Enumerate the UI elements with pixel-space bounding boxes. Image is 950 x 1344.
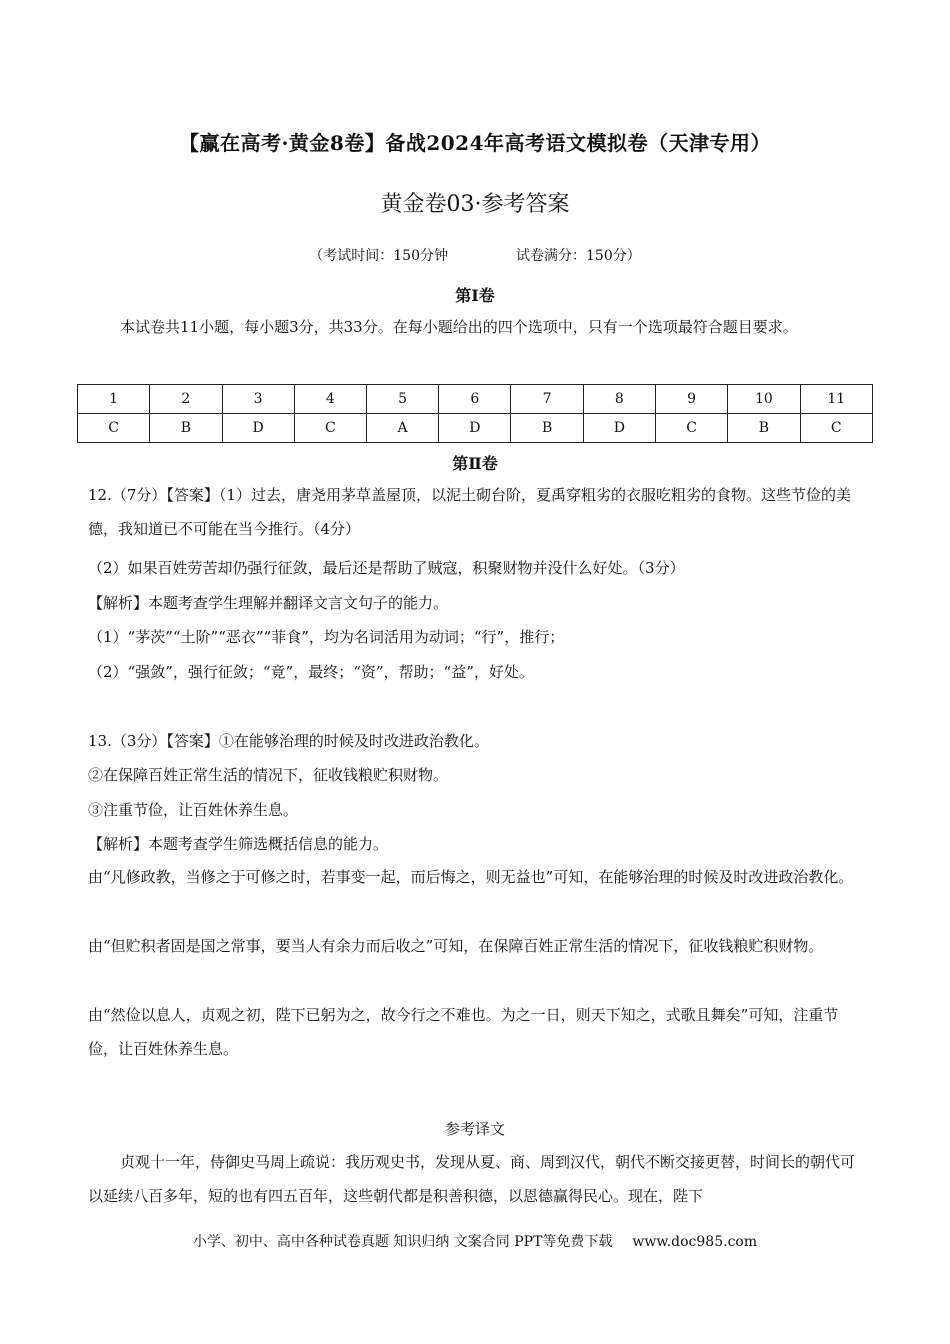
q13-note-3: 由“然俭以息人，贞观之初，陛下已躬为之，故今行之不难也。为之一日，则天下知之，式歌且舞矣”可知，注重节俭，让百姓休养生息。 [88, 1006, 839, 1058]
answer-table-answers-row [78, 414, 873, 443]
table-cell: 7 [511, 385, 583, 414]
table-cell: A [367, 414, 439, 443]
page-title: 【赢在高考·黄金8卷】备战2024年高考语文模拟卷（天津专用） [178, 131, 772, 155]
table-cell: 6 [439, 385, 511, 414]
table-cell: 8 [583, 385, 655, 414]
table-cell: B [728, 414, 800, 443]
part2-heading: 第Ⅱ卷 [452, 454, 498, 473]
exam-time: （考试时间：150分钟 [309, 248, 448, 264]
part1-heading: 第Ⅰ卷 [455, 286, 495, 305]
footer-link[interactable]: www.doc985.com [632, 1234, 758, 1250]
table-cell: C [78, 414, 150, 443]
table-cell: 1 [78, 385, 150, 414]
table-cell: C [294, 414, 366, 443]
footer-text: 小学、初中、高中各种试卷真题 知识归纳 文案合同 PPT等免费下载 [192, 1234, 613, 1250]
q13-note-1: 由“凡修政教，当修之于可修之时，若事变一起，而后悔之，则无益也”可知，在能够治理的时候及时改进政治教化。 [88, 868, 854, 886]
table-cell: 3 [222, 385, 294, 414]
page-footer [0, 1231, 950, 1251]
table-cell: 5 [367, 385, 439, 414]
table-cell: D [222, 414, 294, 443]
q13-answer: 13.（3分）【答案】①在能够治理的时候及时改进政治教化。 [88, 732, 489, 750]
q12-note-1: （1）“茅茨”“土阶”“恶衣”“菲食”，均为名词活用为动词；“行”，推行； [88, 628, 565, 646]
table-cell: B [150, 414, 222, 443]
exam-score: 试卷满分：150分） [516, 248, 641, 264]
q12-answer: 12.（7分）【答案】（1）过去，唐尧用茅草盖屋顶，以泥土砌台阶，夏禹穿粗劣的衣服吃粗劣的食物。这些节俭的美德，我知道已不可能在当今推行。（4分） [88, 486, 851, 538]
table-cell: B [511, 414, 583, 443]
translation-text: 贞观十一年，侍御史马周上疏说：我历观史书，发现从夏、商、周到汉代，朝代不断交接更替，时间长的朝代可以延续八百多年，短的也有四五百年，这些朝代都是积善积德，以恩德赢得民心。现在，陛下 [88, 1153, 856, 1205]
q12-answer-2: （2）如果百姓劳苦却仍强行征敛，最后还是帮助了贼寇，积聚财物并没什么好处。（3分） [88, 559, 685, 577]
q13-answer-3: ③注重节俭，让百姓休养生息。 [88, 801, 299, 819]
answer-table [77, 384, 873, 443]
q12-analysis: 【解析】本题考查学生理解并翻译文言文句子的能力。 [88, 594, 449, 612]
table-cell: D [439, 414, 511, 443]
table-cell: 10 [728, 385, 800, 414]
exam-meta [0, 245, 950, 265]
translation-heading: 参考译文 [444, 1120, 505, 1138]
table-cell: 4 [294, 385, 366, 414]
table-cell: D [583, 414, 655, 443]
part1-intro: 本试卷共11小题，每小题3分，共33分。在每小题给出的四个选项中，只有一个选项最符合题目要求。 [120, 318, 798, 336]
table-cell: C [655, 414, 727, 443]
q13-analysis: 【解析】本题考查学生筛选概括信息的能力。 [88, 835, 389, 853]
q12-note-2: （2）“强敛”，强行征敛；“竟”，最终；“资”，帮助；“益”，好处。 [88, 663, 534, 681]
table-cell: 11 [800, 385, 872, 414]
table-cell: 9 [655, 385, 727, 414]
table-cell: 2 [150, 385, 222, 414]
page-subtitle: 黄金卷03·参考答案 [380, 192, 570, 217]
table-cell: C [800, 414, 872, 443]
q13-note-2: 由“但贮积者固是国之常事，要当人有余力而后收之”可知，在保障百姓正常生活的情况下，征收钱粮贮积财物。 [88, 937, 824, 955]
answer-table-numbers-row [78, 385, 873, 414]
q13-answer-2: ②在保障百姓正常生活的情况下，征收钱粮贮积财物。 [88, 766, 449, 784]
